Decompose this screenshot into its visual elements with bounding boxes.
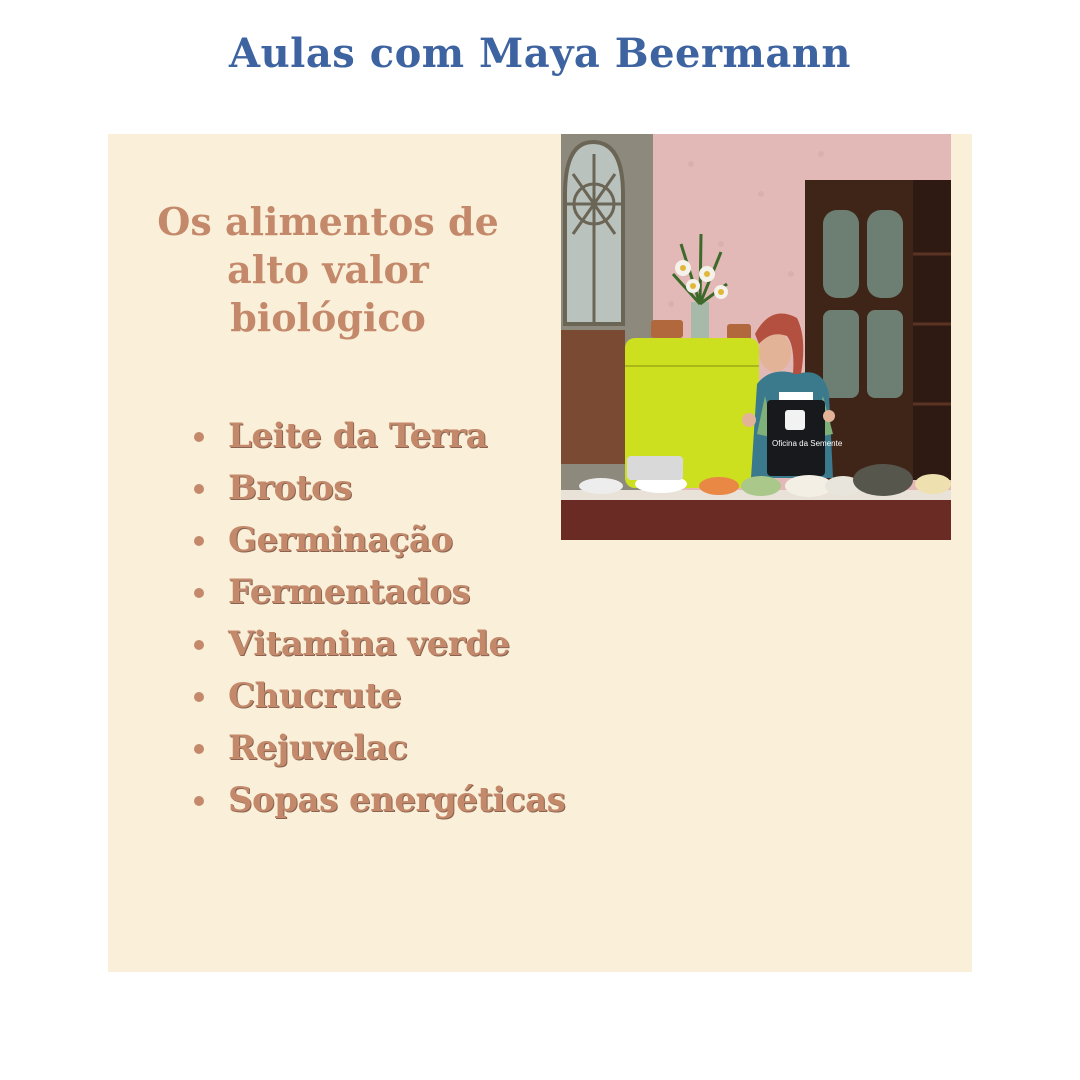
counter bbox=[561, 500, 951, 540]
content-card bbox=[108, 134, 972, 972]
list-item: Germinação bbox=[188, 514, 565, 566]
list-item: Chucrute bbox=[188, 670, 565, 722]
section-heading: Os alimentos de alto valor biológico bbox=[157, 199, 499, 340]
topics-list bbox=[188, 410, 565, 826]
list-item: Brotos bbox=[188, 462, 565, 514]
list-item: Fermentados bbox=[188, 566, 565, 618]
list-item: Vitamina verde bbox=[188, 618, 565, 670]
class-photo bbox=[561, 134, 951, 540]
apron-label: Oficina da Semente bbox=[772, 439, 843, 448]
list-item: Rejuvelac bbox=[188, 722, 565, 774]
list-item: Leite da Terra bbox=[188, 410, 565, 462]
list-item: Sopas energéticas bbox=[188, 774, 565, 826]
page-title: Aulas com Maya Beermann bbox=[229, 30, 851, 77]
wooden-cabinet bbox=[561, 330, 625, 464]
